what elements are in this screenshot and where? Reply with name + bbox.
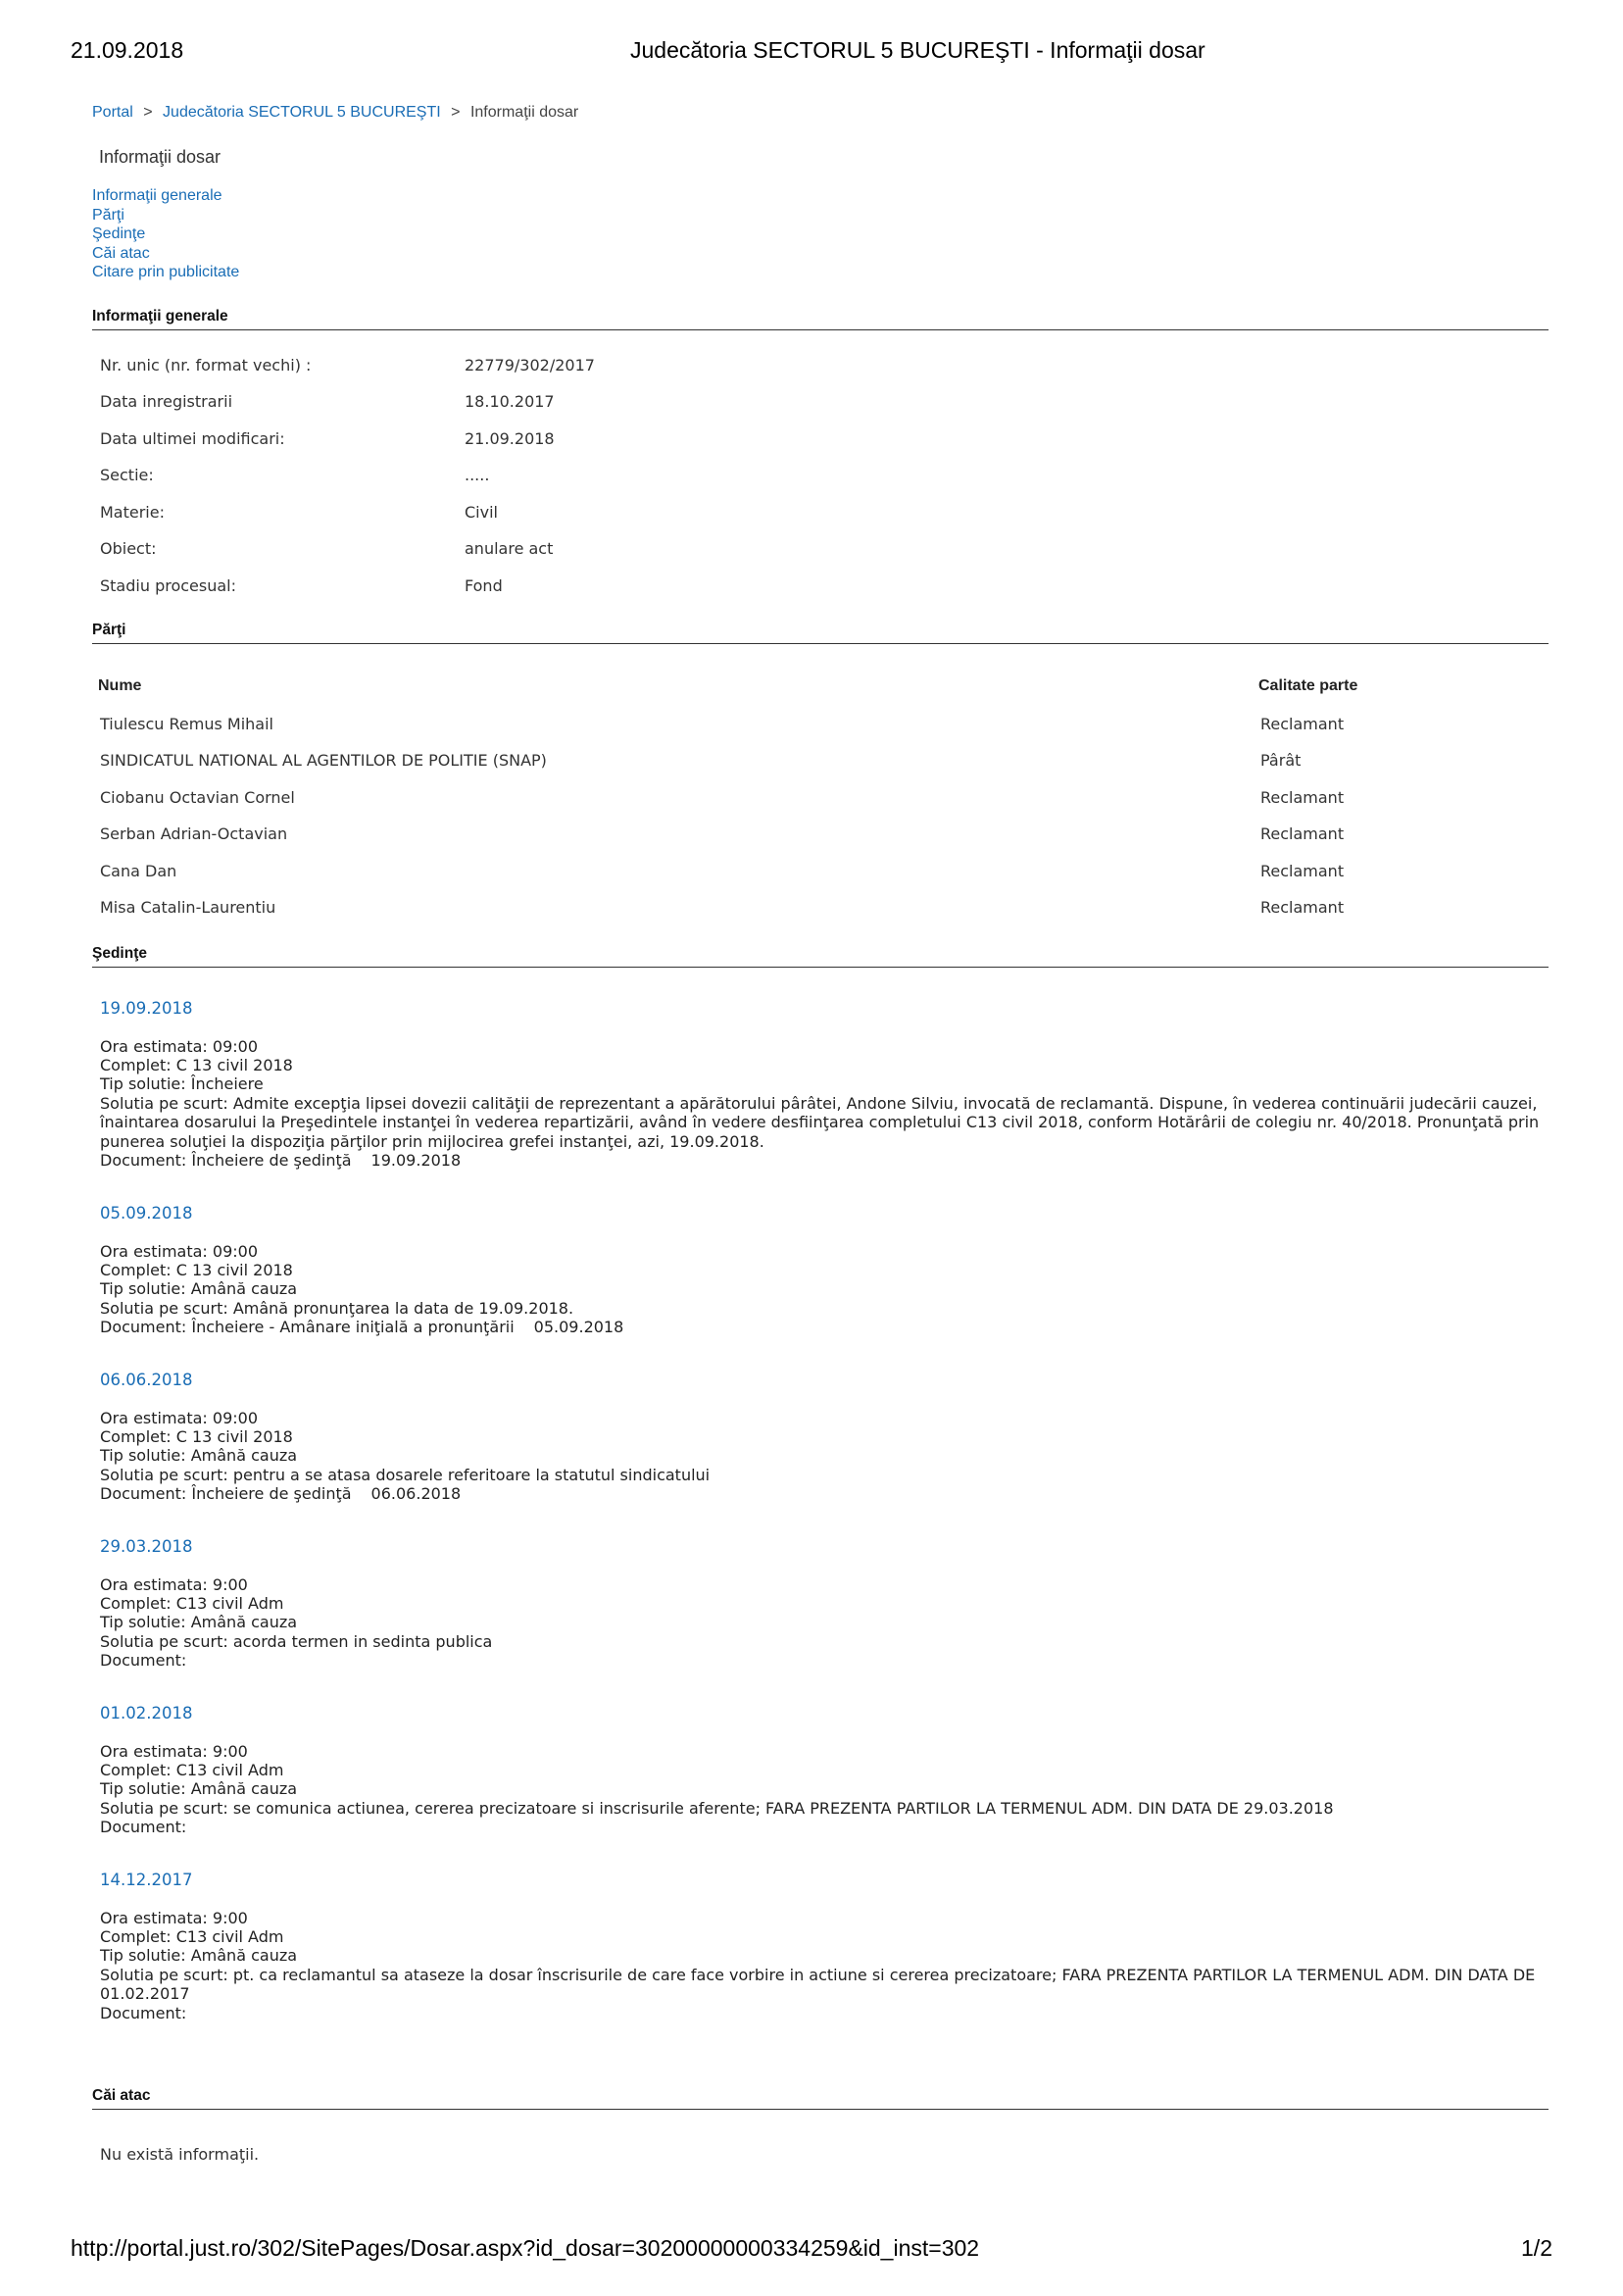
print-footer <box>0 2235 1623 2269</box>
hearing-entry <box>92 1371 1549 1504</box>
party-role: Reclamant <box>1260 714 1345 733</box>
general-info-table <box>92 356 1549 614</box>
info-label: Stadiu procesual: <box>100 576 236 596</box>
hearing-solution-summary: Solutia pe scurt: pt. ca reclamantul sa ataseze la dosar înscrisurile de care face vorbire in actiune si cererea precizatoare; FARA PREZENTA PARTILOR LA TERMENUL ADM. DIN DATA DE 01.02.2017 <box>100 1965 1536 2004</box>
document-date: 05.09.2018 <box>533 1318 624 1337</box>
info-label: Nr. unic (nr. format vechi) : <box>100 355 312 374</box>
print-page-number: 1/2 <box>1521 2235 1552 2261</box>
document-label: Document: Încheiere - Amânare iniţială a pronunţării <box>100 1318 515 1337</box>
document-date: 06.06.2018 <box>370 1484 462 1504</box>
hearing-solution-type: Tip solutie: Amână cauza <box>100 1779 298 1799</box>
info-value: Civil <box>465 502 498 522</box>
section-title-parti: Părţi <box>92 622 1549 644</box>
table-row <box>92 824 1549 862</box>
breadcrumb-portal-link[interactable]: Portal <box>92 104 133 121</box>
info-row <box>92 576 1549 614</box>
hearing-document <box>100 1651 1549 1670</box>
breadcrumb-court-link[interactable]: Judecătoria SECTORUL 5 BUCUREŞTI <box>163 104 441 121</box>
party-role: Reclamant <box>1260 898 1345 918</box>
hearing-date: 06.06.2018 <box>100 1370 193 1389</box>
hearing-solution-type: Tip solutie: Amână cauza <box>100 1946 298 1966</box>
hearing-solution-type: Tip solutie: Amână cauza <box>100 1446 298 1466</box>
party-name: Serban Adrian-Octavian <box>100 824 288 844</box>
nav-link-sedinte[interactable]: Şedinţe <box>92 225 146 242</box>
section-nav <box>92 186 1549 282</box>
hearing-date: 19.09.2018 <box>100 998 193 1018</box>
hearing-panel: Complet: C 13 civil 2018 <box>100 1426 293 1446</box>
table-row <box>92 788 1549 825</box>
nav-link-cai-atac[interactable]: Căi atac <box>92 244 150 262</box>
info-row <box>92 539 1549 576</box>
hearing-panel: Complet: C13 civil Adm <box>100 1927 284 1947</box>
hearing-panel: Complet: C13 civil Adm <box>100 1761 284 1779</box>
hearing-solution-type: Tip solutie: Amână cauza <box>100 1279 298 1299</box>
breadcrumb <box>92 104 1549 125</box>
info-row <box>92 392 1549 429</box>
hearing-document <box>100 1318 1549 1336</box>
info-row <box>92 429 1549 467</box>
hearing-date: 29.03.2018 <box>100 1536 193 1556</box>
hearing-date: 05.09.2018 <box>100 1203 193 1223</box>
hearing-time: Ora estimata: 09:00 <box>100 1036 259 1056</box>
column-header-nume: Nume <box>98 676 142 694</box>
hearing-solution-type: Tip solutie: Încheiere <box>100 1074 264 1094</box>
print-title: Judecătoria SECTORUL 5 BUCUREŞTI - Informaţii dosar <box>630 37 1205 63</box>
info-row <box>92 466 1549 503</box>
party-role: Reclamant <box>1260 824 1345 844</box>
party-name: Misa Catalin-Laurentiu <box>100 898 276 918</box>
print-header <box>0 37 1623 71</box>
document-date: 19.09.2018 <box>370 1151 462 1171</box>
hearing-time: Ora estimata: 09:00 <box>100 1241 259 1261</box>
info-label: Obiect: <box>100 539 157 559</box>
info-label: Materie: <box>100 502 165 522</box>
hearing-panel: Complet: C 13 civil 2018 <box>100 1260 293 1279</box>
hearing-entry <box>92 1871 1549 2022</box>
hearing-entry <box>92 1704 1549 1837</box>
hearing-document <box>100 1818 1549 1836</box>
document-label: Document: <box>100 2003 187 2022</box>
hearing-panel: Complet: C 13 civil 2018 <box>100 1056 293 1075</box>
section-title-informatii-generale: Informaţii generale <box>92 308 1549 330</box>
hearing-time: Ora estimata: 9:00 <box>100 1741 248 1761</box>
party-role: Pârât <box>1260 751 1302 771</box>
party-role: Reclamant <box>1260 787 1345 807</box>
hearing-solution-summary: Solutia pe scurt: se comunica actiunea, cererea precizatoare si inscrisurile aferente; FARA PREZENTA PARTILOR LA TERMENUL ADM. DIN DATA DE 29.03.2018 <box>100 1798 1334 1818</box>
table-row <box>92 862 1549 899</box>
info-row <box>92 356 1549 393</box>
document-label: Document: <box>100 1818 187 1837</box>
hearing-time: Ora estimata: 9:00 <box>100 1574 248 1594</box>
info-value: 18.10.2017 <box>465 392 555 412</box>
info-value: 21.09.2018 <box>465 428 555 448</box>
document-label: Document: <box>100 1651 187 1671</box>
hearing-entry <box>92 1537 1549 1671</box>
breadcrumb-current: Informaţii dosar <box>469 104 579 121</box>
breadcrumb-separator: > <box>451 104 461 121</box>
info-row <box>92 503 1549 540</box>
parties-table-header <box>92 677 1549 715</box>
hearing-solution-summary: Solutia pe scurt: Admite excepţia lipsei dovezii calităţii de reprezentant a apărătorului pârâtei, Andone Silviu, invocată de reclamantă. Dispune, în vederea continuării judecării cauzei, înaintarea dosarului la Preşedintele instanţei în vederea repartizării, având în vedere desfiinţarea completului C13 civil 2018, conform Hotărârii de colegiu nr. 40/2018. Pronunţată prin punerea soluţiei la dispoziţia părţilor prin mijlocirea grefei instanţei, azi, 19.09.2018. <box>100 1093 1540 1151</box>
page-title: Informaţii dosar <box>99 147 221 167</box>
hearing-solution-type: Tip solutie: Amână cauza <box>100 1613 298 1632</box>
info-label: Data inregistrarii <box>100 392 233 412</box>
info-label: Data ultimei modificari: <box>100 428 285 448</box>
hearing-time: Ora estimata: 09:00 <box>100 1408 259 1427</box>
info-value: anulare act <box>465 539 554 559</box>
hearing-entry <box>92 1204 1549 1337</box>
hearing-document <box>100 2004 1549 2022</box>
document-label: Document: Încheiere de şedinţă <box>100 1484 352 1504</box>
hearing-document <box>100 1151 1549 1170</box>
hearing-entry <box>92 999 1549 1171</box>
hearing-solution-summary: Solutia pe scurt: pentru a se atasa dosarele referitoare la statutul sindicatului <box>100 1465 711 1484</box>
nav-link-informatii-generale[interactable]: Informaţii generale <box>92 187 222 204</box>
document-label: Document: Încheiere de şedinţă <box>100 1151 352 1171</box>
column-header-calitate: Calitate parte <box>1258 676 1358 694</box>
nav-link-citare-prin-publicitate[interactable]: Citare prin publicitate <box>92 264 240 280</box>
breadcrumb-separator: > <box>143 104 153 121</box>
info-label: Sectie: <box>100 466 154 485</box>
party-name: Cana Dan <box>100 861 177 880</box>
party-name: Tiulescu Remus Mihail <box>100 714 273 733</box>
info-value: ..... <box>465 466 490 485</box>
hearing-time: Ora estimata: 9:00 <box>100 1908 248 1927</box>
hearing-date: 01.02.2018 <box>100 1703 193 1722</box>
party-name: Ciobanu Octavian Cornel <box>100 787 295 807</box>
section-title-sedinte: Şedinţe <box>92 945 1549 968</box>
page-content <box>92 104 1549 2164</box>
table-row <box>92 715 1549 752</box>
party-role: Reclamant <box>1260 861 1345 880</box>
table-row <box>92 898 1549 935</box>
info-value: 22779/302/2017 <box>465 355 595 374</box>
hearing-panel: Complet: C13 civil Adm <box>100 1593 284 1613</box>
hearing-solution-summary: Solutia pe scurt: acorda termen in sedinta publica <box>100 1631 493 1651</box>
party-name: SINDICATUL NATIONAL AL AGENTILOR DE POLITIE (SNAP) <box>100 751 547 771</box>
print-url: http://portal.just.ro/302/SitePages/Dosar.aspx?id_dosar=30200000000334259&id_inst=302 <box>71 2235 980 2261</box>
nav-link-parti[interactable]: Părţi <box>92 206 124 224</box>
table-row <box>92 751 1549 788</box>
hearing-date: 14.12.2017 <box>100 1870 193 1889</box>
info-value: Fond <box>465 576 503 596</box>
hearing-solution-summary: Solutia pe scurt: Amână pronunţarea la data de 19.09.2018. <box>100 1298 574 1318</box>
hearing-document <box>100 1484 1549 1503</box>
print-date: 21.09.2018 <box>71 37 184 63</box>
no-info-message: Nu există informaţii. <box>100 2145 260 2165</box>
section-title-cai-atac: Căi atac <box>92 2087 1549 2110</box>
